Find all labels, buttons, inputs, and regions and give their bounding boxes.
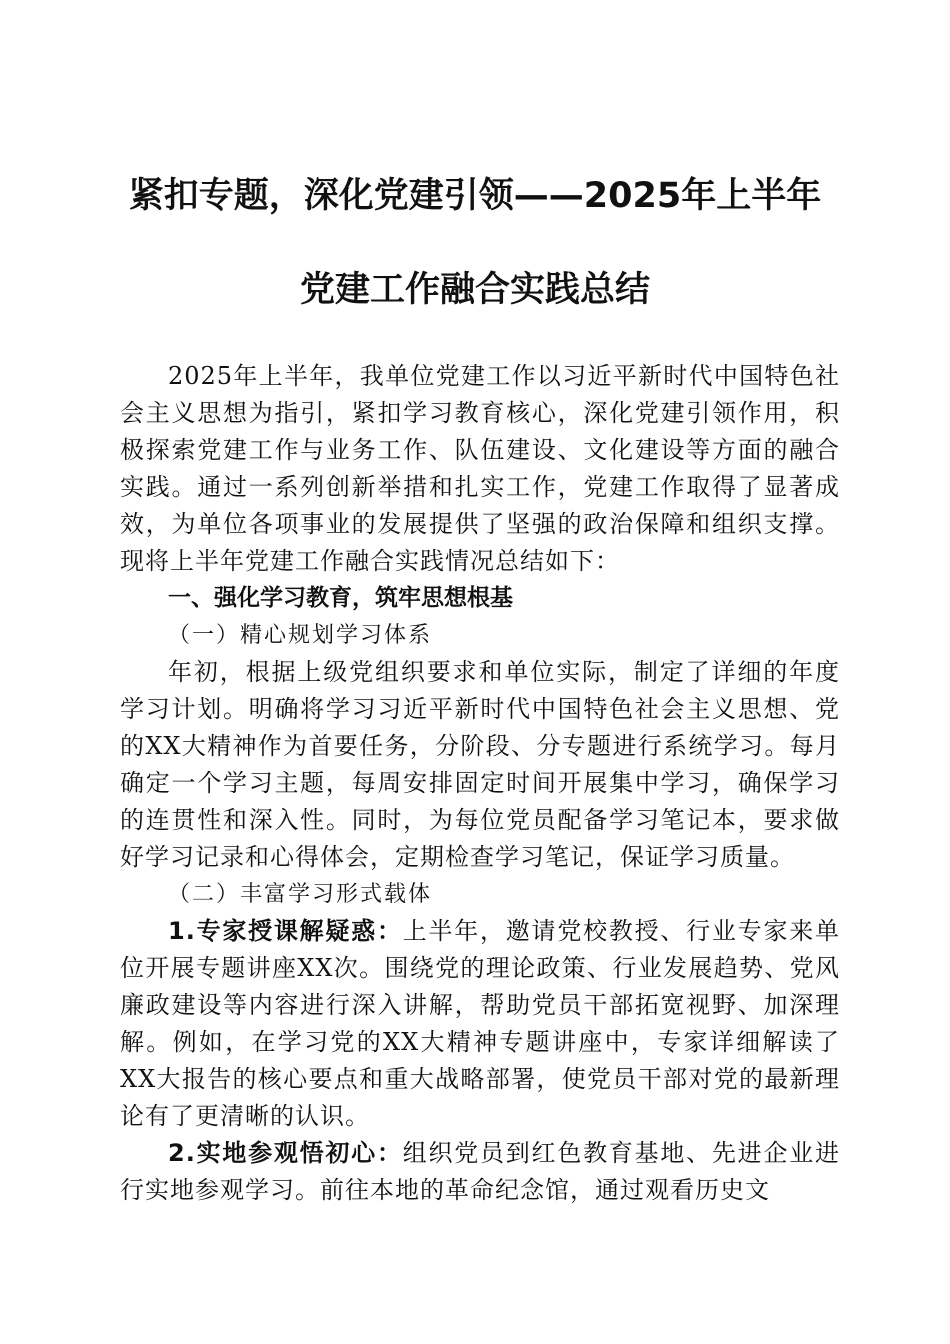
document-body	[120, 358, 840, 1209]
document-title-line-2: 党建工作融合实践总结	[299, 270, 650, 310]
list-item-lead: 1.专家授课解疑惑：	[168, 917, 403, 945]
section-heading: 一、强化学习教育，筑牢思想根基	[168, 585, 513, 611]
list-item-lead: 2.实地参观悟初心：	[168, 1139, 403, 1167]
list-item-text: 上半年，邀请党校教授、行业专家来单位开展专题讲座XX次。围绕党的理论政策、行业发展趋势、党风廉政建设等内容进行深入讲解，帮助党员干部拓宽视野、加深理解。例如，在学习党的XX大精神专题讲座中，专家详细解读了XX大报告的核心要点和重大战略部署，使党员干部对党的最新理论有了更清晰的认识。	[120, 917, 840, 1130]
body-paragraph: 年初，根据上级党组织要求和单位实际，制定了详细的年度学习计划。明确将学习习近平新时代中国特色社会主义思想、党的XX大精神作为首要任务，分阶段、分专题进行系统学习。每月确定一个学习主题，每周安排固定时间开展集中学习，确保学习的连贯性和深入性。同时，为每位党员配备学习笔记本，要求做好学习记录和心得体会，定期检查学习笔记，保证学习质量。	[120, 658, 840, 871]
subsection-heading: （二）丰富学习形式载体	[168, 882, 433, 907]
list-item-text: 组织党员到红色教育基地、先进企业进行实地参观学习。前往本地的革命纪念馆，通过观看历史文	[120, 1139, 840, 1204]
subsection-heading: （一）精心规划学习体系	[168, 623, 433, 648]
intro-paragraph: 2025年上半年，我单位党建工作以习近平新时代中国特色社会主义思想为指引，紧扣学习教育核心，深化党建引领作用，积极探索党建工作与业务工作、队伍建设、文化建设等方面的融合实践。通过一系列创新举措和扎实工作，党建工作取得了显著成效，为单位各项事业的发展提供了坚强的政治保障和组织支撑。现将上半年党建工作融合实践情况总结如下：	[120, 362, 840, 575]
list-item-paragraph	[120, 913, 840, 1135]
list-item-paragraph	[120, 1135, 840, 1209]
document-title-line-1: 紧扣专题，深化党建引领——2025年上半年	[128, 176, 822, 216]
